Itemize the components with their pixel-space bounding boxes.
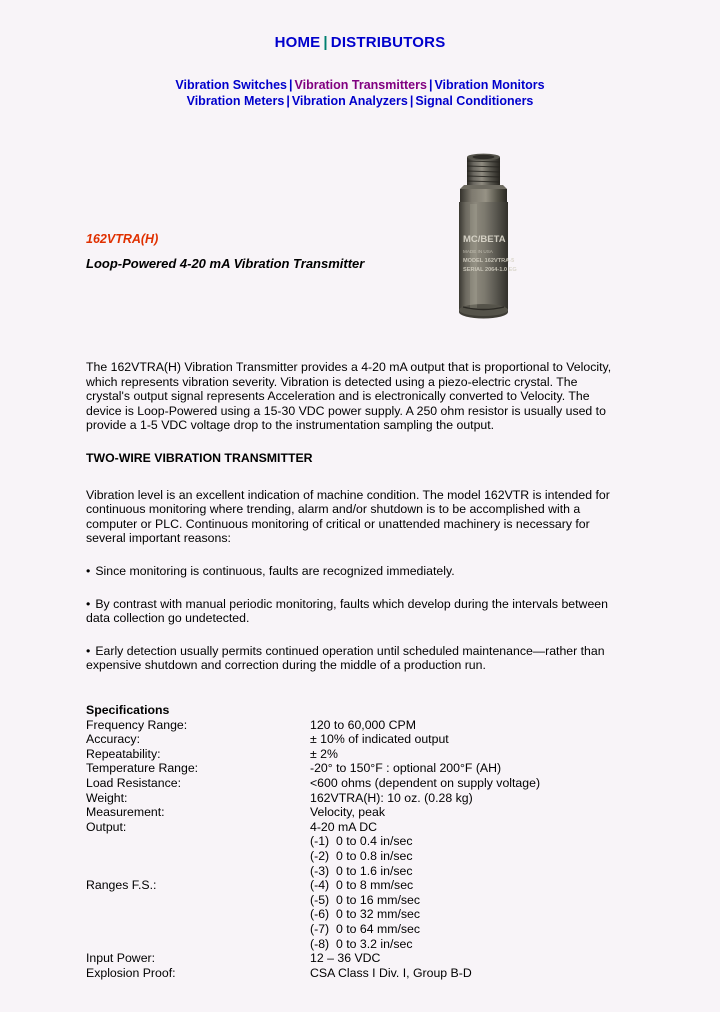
range-item: (-3) 0 to 1.6 in/sec (310, 863, 413, 878)
spec-row (86, 951, 626, 966)
spec-value: <600 ohms (dependent on supply voltage) (310, 775, 541, 790)
vibration-transmitter-illustration (450, 152, 517, 325)
spec-label: Load Resistance: (86, 775, 182, 790)
spec-row (86, 732, 626, 747)
nav-link-home[interactable]: HOME (274, 34, 321, 51)
spec-label: Temperature Range: (86, 761, 199, 776)
spec-row (86, 791, 626, 806)
range-item: (-1) 0 to 0.4 in/sec (310, 834, 413, 849)
intro-paragraph: The 162VTRA(H) Vibration Transmitter provides a 4-20 mA output that is proportional to Velocity, which represents vibration severity. Vibration is detected using a piezo-electric crystal. The crystal's output signal represents Acceleration and is electronically converted to Velocity. The device is Loop-Powered using a 15-30 VDC power supply. A 250 ohm resistor is usually used to provide a 1-5 VDC voltage drop to the instrumentation sampling the output. (86, 360, 612, 433)
category-navigation (0, 77, 720, 109)
ranges-value-list (310, 834, 626, 951)
spec-row-ranges (86, 834, 626, 951)
ranges-label-text: Ranges F.S.: (86, 878, 157, 893)
category-separator: | (428, 78, 433, 92)
category-link-signal-conditioners[interactable]: Signal Conditioners (415, 94, 534, 108)
category-link-vibration-meters[interactable]: Vibration Meters (186, 94, 285, 108)
spec-label: Weight: (86, 790, 128, 805)
range-item: (-5) 0 to 16 mm/sec (310, 892, 421, 907)
category-link-vibration-analyzers[interactable]: Vibration Analyzers (291, 94, 408, 108)
top-navigation (0, 0, 720, 51)
spec-value: 4-20 mA DC (310, 819, 377, 834)
spec-value: Velocity, peak (310, 805, 385, 820)
spec-row (86, 776, 626, 791)
svg-text:MADE IN USA: MADE IN USA (463, 249, 493, 254)
range-item: (-7) 0 to 64 mm/sec (310, 921, 421, 936)
spec-label: Measurement: (86, 805, 165, 820)
bullet-item-3 (86, 644, 616, 673)
product-brand-text: MC/BETA (463, 234, 506, 245)
bullet-marker-icon: • (86, 563, 91, 578)
spec-label: Output: (86, 819, 127, 834)
spec-row (86, 805, 626, 820)
bullet-item-2 (86, 597, 616, 626)
spec-row (86, 747, 626, 762)
product-tagline: Loop-Powered 4-20 mA Vibration Transmitter (86, 256, 365, 271)
range-item: (-4) 0 to 8 mm/sec (310, 878, 414, 893)
svg-text:MODEL 162VTRA-5: MODEL 162VTRA-5 (463, 258, 515, 264)
svg-text:SERIAL 2064-1.0 EG: SERIAL 2064-1.0 EG (463, 267, 517, 273)
range-item: (-6) 0 to 32 mm/sec (310, 907, 421, 922)
spec-value: CSA Class I Div. I, Group B-D (310, 965, 472, 980)
category-separator: | (409, 94, 414, 108)
spec-value: 12 – 36 VDC (310, 951, 381, 966)
spec-row (86, 820, 626, 835)
product-title-block (86, 232, 426, 271)
range-item: (-2) 0 to 0.8 in/sec (310, 848, 413, 863)
category-nav-row-1 (0, 77, 720, 93)
spec-value: -20° to 150°F : optional 200°F (AH) (310, 761, 502, 776)
main-content (86, 360, 616, 691)
spec-value: ± 2% (310, 746, 338, 761)
spec-label: Input Power: (86, 951, 156, 966)
product-model-number: 162VTRA(H) (86, 232, 159, 246)
range-item: (-8) 0 to 3.2 in/sec (310, 936, 413, 951)
spec-label: Repeatability: (86, 746, 161, 761)
bullet-marker-icon: • (86, 643, 91, 658)
spec-row (86, 718, 626, 733)
nav-link-distributors[interactable]: DISTRIBUTORS (330, 34, 446, 51)
specifications-section (86, 703, 626, 980)
product-photo (450, 152, 517, 325)
spec-label: Accuracy: (86, 732, 140, 747)
spec-value: 162VTRA(H): 10 oz. (0.28 kg) (310, 790, 473, 805)
bullet-text: Early detection usually permits continued operation until scheduled maintenance—rather than expensive shutdown and correction during the middle of a production run. (86, 643, 605, 673)
spec-label-ranges (86, 834, 310, 951)
spec-value: ± 10% of indicated output (310, 732, 449, 747)
category-link-vibration-transmitters[interactable]: Vibration Transmitters (294, 78, 427, 92)
bullet-item-1 (86, 564, 616, 579)
nav-separator: | (323, 34, 328, 51)
category-nav-row-2 (0, 93, 720, 109)
section-paragraph: Vibration level is an excellent indication of machine condition. The model 162VTR is intended for continuous monitoring where trending, alarm and/or shutdown is to be accomplished with a computer or PLC. Continuous monitoring of critical or unattended machinery is necessary for several important reasons: (86, 487, 610, 546)
category-separator: | (288, 78, 293, 92)
spec-row (86, 761, 626, 776)
spec-row (86, 966, 626, 981)
range-list (310, 834, 626, 951)
bullet-text: By contrast with manual periodic monitoring, faults which develop during the intervals between data collection go undetected. (86, 596, 608, 626)
spec-label: Explosion Proof: (86, 965, 176, 980)
section-heading-two-wire: TWO-WIRE VIBRATION TRANSMITTER (86, 450, 313, 465)
specifications-title: Specifications (86, 703, 170, 717)
bullet-text: Since monitoring is continuous, faults are recognized immediately. (95, 563, 455, 578)
category-link-vibration-switches[interactable]: Vibration Switches (175, 78, 287, 92)
category-link-vibration-monitors[interactable]: Vibration Monitors (434, 78, 545, 92)
bullet-marker-icon: • (86, 596, 91, 611)
spec-label: Frequency Range: (86, 717, 188, 732)
specifications-table (86, 718, 626, 981)
category-separator: | (286, 94, 290, 108)
spec-value: 120 to 60,000 CPM (310, 717, 416, 732)
